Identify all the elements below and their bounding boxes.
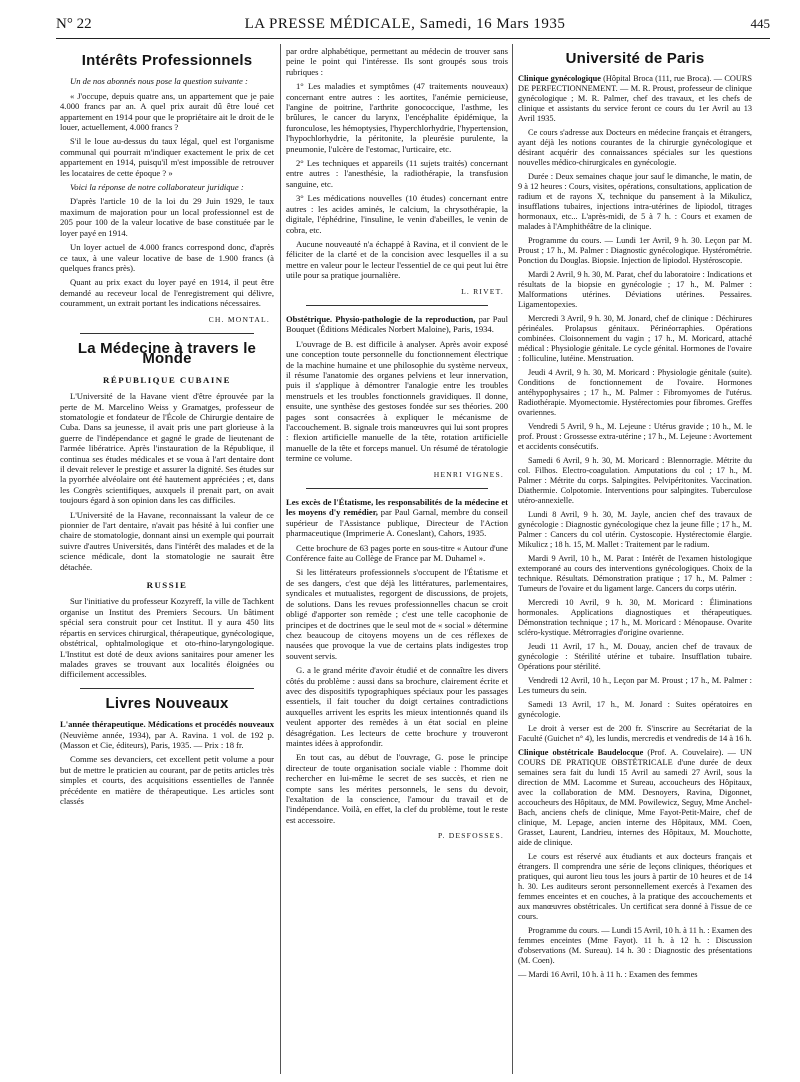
review-continuation: par ordre alphabétique, permettant au médecin de trouver sans peine le point qui l'intéresse. Ils sont groupés sous trois rubriques : <box>286 46 508 77</box>
book-1-text: Comme ses devanciers, cet excellent petit volume a pour but de mettre le praticien au courant, par de petits articles très simples et courts, des acquisitions essentielles de l'année précédente en matière de thérapeutique. Les articles sont classés <box>60 754 274 806</box>
schedule-day: Mardi 2 Avril, 9 h. 30, M. Parat, chef du laboratoire : Indications et résultats de la biopsie en gynécologie ; 17 h., M. Palmer : Malformations utérines. Déviations utérines. Pessaires. Ligamentopexies. <box>518 270 752 309</box>
column-divider-1 <box>280 44 281 1074</box>
issue-number: N° 22 <box>56 16 92 32</box>
review-signature-3: P. DESFOSSES. <box>437 831 504 841</box>
cuba-heading: RÉPUBLIQUE CUBAINE <box>103 374 231 385</box>
schedule-day: Jeudi 11 Avril, 17 h., M. Douay, ancien chef de travaux de gynécologie : Stérilité utérine et tubaire. Insufflation tubaire. Opérations pour stérilité. <box>518 642 752 671</box>
interets-letter-2: S'il le loue au-dessus du taux légal, quel est l'organisme communal qui pourrait m'indiquer exactement le prix de cet appartement en 1914, puisqu'il m'est impossible de retrouver les locataires de cette époque ? » <box>60 136 274 178</box>
clinique-gyneco-fees: Le droit à verser est de 200 fr. S'inscrire au Secrétariat de la Faculté (Guichet n° 4), les lundis, mercredis et vendredis de 14 à 16 h. <box>518 724 752 743</box>
book-3-paragraph-1: Cette brochure de 63 pages porte en sous-titre « Autour d'une Conférence faite au Collège de France par M. Duhamel ». <box>286 542 508 564</box>
book-3-entry <box>286 497 508 539</box>
russie-heading: RUSSIE <box>146 580 188 591</box>
clinique-gyneco-duration: Durée : Deux semaines chaque jour sauf le dimanche, le matin, de 9 à 12 heures : Cours, visites, opérations, consultations, application de radium et de rayons X, technique du pansement à la Mikulicz, insufflations tubaires, injections intra-utérines de lipiodol, titrages hormonaux, etc... L'après-midi, de 5 à 7 h. : Cours et examen de malades à l'Amphithéâtre de la clinique. <box>518 172 752 231</box>
universite-title: Université de Paris <box>565 50 705 67</box>
book-2-text: L'ouvrage de B. est difficile à analyser. Après avoir exposé une conception toute personnelle du fonctionnement électrique de la machine humaine et une philosophie du système nerveux, il résume l'anatomie des organes pelviens et leur innervation, puis il s'applique à démontrer l'analogie entre les troubles menstruels et les troubles fonctionnels gravidiques. Il donne, ensuite, une synthèse des gestoses fondée sur ses théories. 200 pages sont consacrées à expliquer le mécanisme de l'accouchement. B. signale trois manœuvres qui lui sont propres : flexion artificielle manuelle de la tête, rotation artificielle manuelle de la tête et forceps manuel. Un résumé de tératologie termine ce volume. <box>286 338 508 464</box>
rubrique-3: 3° Les médications nouvelles (10 études) concernant entre autres : les acides aminés, le calcium, la chrysothérapie, la digitale, l'éphédrine, l'insuline, le venin d'abeilles, le venin de cobra, etc. <box>286 193 508 235</box>
column-1 <box>60 46 274 810</box>
monde-title: La Médecine à travers le Monde <box>77 339 257 368</box>
section-separator <box>80 688 254 689</box>
column-divider-2 <box>512 44 513 1074</box>
book-2-reference: par Paul Bouquet (Éditions Médicales Norbert Maloine), Paris, 1934. <box>286 313 508 335</box>
review-signature-1: L. RIVET. <box>461 286 504 296</box>
book-1-entry <box>60 719 274 750</box>
schedule-day: Mercredi 10 Avril, 9 h. 30, M. Moricard : Éliminations hormonales. Applications diagnostiques et thérapeutiques. Démonstration technique ; 17 h., M. Moricard : Ménopause. Ovarite scléro-kystique. Métrorragies d'origine ovarienne. <box>518 598 752 637</box>
clinique-gyneco-entry <box>518 74 752 124</box>
livres-title: Livres Nouveaux <box>105 694 229 712</box>
book-2-entry <box>286 314 508 335</box>
book-1-reference: (Neuvième année, 1934), par A. Ravina. 1 vol. de 192 p. (Masson et Cie, éditeurs), Paris, 1935. — Prix : 18 fr. <box>60 729 274 750</box>
clinique-baudelocque-place: (Prof. A. Couvelaire). <box>647 748 724 757</box>
schedule-day: Samedi 6 Avril, 9 h. 30, M. Moricard : Blennorragie. Métrite du col. Filhos. Electro-coagulation. Amputations du col ; 17 h., M. Palmer : Métrite du corps. Salpingites. Pelvipéritonites. Vaccination. Diathermie. Colpotomie. Interventions pour salpingites. Tuberculose utéro-annexielle. <box>518 456 752 505</box>
interets-letter-1: « J'occupe, depuis quatre ans, un appartement que je paie 4.000 francs par an. A quel prix aurait dû être loué cet appartement en 1914 pour que le propriétaire ait le droit de le louer, actuellement, 4.000 francs ? <box>60 90 274 133</box>
review-signature-2: HENRI VIGNES. <box>433 469 504 479</box>
header-rule <box>56 38 770 39</box>
clinique-gyneco-program: Programme du cours. — Lundi 1er Avril, 9 h. 30. Leçon par M. Proust ; 17 h., M. Palmer : Diagnostic gynécologique. Hystérométrie. Ponction du Douglas. Biopsie. Injection de lipiodol. Hystéroscopie. <box>518 236 752 265</box>
clinique-gyneco-audience: Ce cours s'adresse aux Docteurs en médecine français et étrangers, ayant déjà les notions courantes de la chirurgie gynécologique et désirant acquérir des connaissances spéciales sur les questions nouvelles médico-chirurgicales en gynécologie. <box>518 128 752 167</box>
interets-reply-2: Un loyer actuel de 4.000 francs correspond donc, d'après ce taux, à une valeur locative de base de 1.900 francs (à quelques francs près). <box>60 242 274 273</box>
rubrique-1: 1° Les maladies et symptômes (47 traitements nouveaux) concernant entre autres : les aortites, l'anémie pernicieuse, l'angine de poitrine, l'arthrite gonococcique, l'asthme, les brûlures, le cancer du larynx, l'encéphalite épidémique, la furonculose, les hémoptysies, l'hyperchlorhydrie, l'hypertension, l'hypochlorhydrie, la péritonite, la pleurésie purulente, la pneumonie, l'ulcère de l'estomac, l'urticaire, etc. <box>286 81 508 154</box>
column-3 <box>518 44 752 984</box>
page-number: 445 <box>750 16 770 31</box>
clinique-baudelocque-entry <box>518 748 752 848</box>
clinique-baudelocque-intro: — UN COURS DE PRATIQUE OBSTÉTRICALE d'une durée de deux semaines sera fait du lundi 15 Avril au samedi 27 Avril, sous la direction de MM. Lacomme et Sureau, accoucheurs des Hôpitaux, avec la collaboration de MM. Desnoyers, Ravina, Digonnet, accoucheurs des Hôpitaux, de MM. Powilewicz, Seguy, Mme Anchel-Bach, anciens chefs de clinique, Mme Fayot-Petit-Maire, chef de clinique, M. Lepage, ancien interne des Hôpitaux, MM. Coen, Grasset, Laurent, Landrieu, internes des Hôpitaux, M. Mouchotte, aide de clinique. <box>518 748 752 847</box>
schedule-day: Mercredi 3 Avril, 9 h. 30, M. Jonard, chef de clinique : Déchirures périnéales. Prolapsus génitaux. Périnéorraphies. Opérations combinées. Cloisonnement du vagin ; 17 h., M. Moricard, attaché médical : Physiologie génitale. Le cycle génital. Hormones de l'ovaire : folliculine, lutéine. Menstruation. <box>518 314 752 363</box>
interets-question: Un de nos abonnés nous pose la question suivante : <box>70 76 248 87</box>
section-separator <box>80 333 254 334</box>
schedule-day: Lundi 8 Avril, 9 h. 30, M. Jayle, ancien chef des travaux de gynécologie : Diagnostic gynécologique chez la jeune fille ; 17 h., M. Palmer : Cancers du col utérin. Cystoscopie. Hystérectomie élargie. Mikulicz ; 18 h. 15, M. Mallet : Traitement par le radium. <box>518 510 752 549</box>
rubrique-2: 2° Les techniques et appareils (11 sujets traités) concernant entre autres : l'anesthésie, la radiothérapie, la transfusion sanguine, etc. <box>286 158 508 189</box>
interets-signature: CH. MONTAL. <box>208 314 270 324</box>
column-2 <box>286 46 508 850</box>
clinique-baudelocque-program: Programme du cours. — Lundi 15 Avril, 10 h. à 11 h. : Examen des femmes enceintes (Mme Fayot). 11 h. à 12 h. : Discussion d'observations (M. Sureau). 14 h. 30 : Diagnostic des présentations (M. Coen). <box>518 926 752 965</box>
cuba-paragraph-2: L'Université de la Havane, reconnaissant la valeur de ce pionnier de l'art dentaire, n'avait pas hésité à lui confier une chaire de stomatologie, donnant ainsi un exemple qui pourrait suivre d'autres Universités, dans l'intérêt des malades et de la science médicale, dont la stomatologie ne saurait être détachée. <box>60 509 274 572</box>
review-conclusion: Aucune nouveauté n'a échappé à Ravina, et il convient de le féliciter de la clarté et de la concision avec lesquelles il a su mettre en valeur pour le lecteur l'essentiel de ce qui peut lui être utile pour sa pratique journalière. <box>286 238 508 281</box>
book-1-title: L'année thérapeutique. Médications et procédés nouveaux <box>60 719 274 730</box>
clinique-gyneco-place: (Hôpital Broca (111, rue Broca). <box>603 74 712 83</box>
section-separator <box>306 305 488 306</box>
clinique-gyneco-title: Clinique gynécologique <box>518 74 601 83</box>
journal-title: LA PRESSE MÉDICALE, Samedi, 16 Mars 1935 <box>244 16 566 32</box>
book-3-paragraph-2: Si les littérateurs professionnels s'occupent de l'Étatisme et de ses dangers, c'est que déjà les littératures, parlementaires, syndicales et mutualistes, regorgent de discussions, de projets, de solutions. Dans les revues professionnelles chacun se croit obligé d'apporter son remède ; c'est une telle cacophonie de principes et de doctrines que le seul mot de « social » détermine chez beaucoup de citoyens moyens un de ces réflexes de nausées que provoque la vue de certains plats indigestes trop souvent servis. <box>286 567 508 661</box>
russie-paragraph: Sur l'initiative du professeur Kozyreff, la ville de Tachkent organise un Institut des Premiers Secours. Un bâtiment spécial sera construit pour cet Institut. Il y aura 450 lits répartis en services chirurgical, thérapeutique, gynécologique, obstétrical, ophtalmologique et oto-rhino-laryngologique. L'Institut est doté de deux avions sanitaires pour amener les malades graves se trouvant aux localités éloignées ou difficilement accessibles. <box>60 596 274 680</box>
section-separator <box>306 488 488 489</box>
schedule-day: Samedi 13 Avril, 17 h., M. Jonard : Suites opératoires en gynécologie. <box>518 700 752 719</box>
interets-title: Intérêts Professionnels <box>81 52 253 69</box>
schedule-day: Jeudi 4 Avril, 9 h. 30, M. Moricard : Physiologie génitale (suite). Conditions de fonctionnement de l'ovaire. Hormones antéhypophysaires ; 17 h., M. Palmer : Fibromyomes de l'utérus. Radiothérapie. Myomectomie. Hystérectomies pour fibromes. Greffes ovariennes. <box>518 368 752 417</box>
page-header <box>40 14 770 36</box>
clinique-baudelocque-audience: Le cours est réservé aux étudiants et aux docteurs français et étrangers. Il comprendra une série de leçons cliniques, théoriques et pratiques, qui auront lieu tous les jours à partir de 10 heures et de 14 h. 30. Les auditeurs seront personnellement exercés à l'examen des femmes enceintes et en couches, à la pratique des accouchements et aux manœuvres obstétricales. Un certificat sera donné à l'issue de ce cours. <box>518 852 752 921</box>
book-2-title: Obstétrique. Physio-pathologie de la reproduction, <box>286 313 476 324</box>
book-3-reference: par Paul Garnal, membre du conseil supérieur de l'Assistance publique, Directeur de l'Action pharmaceutique (Imprimerie A. Coneslant), Cahors, 1935. <box>286 507 508 539</box>
interets-reply-1: D'après l'article 10 de la loi du 29 Juin 1929, le taux maximum de majoration pour un local professionnel est de 205 pour 100 de la valeur locative de base constituée par le loyer payé en 1914. <box>60 196 274 238</box>
book-3-paragraph-3: G. a le grand mérite d'avoir étudié et de connaître les divers côtés du problème : aussi dans sa brochure, clairement écrite et avec des dispositifs typographiques spéciaux pour les passages essentiels, il fait toucher du doigt certaines contradictions auxquelles arrivent les esprits les mieux intentionnés quand ils veulent apporter des remèdes à un état social en pleine désagrégation. Les lecteurs de cette brochure y trouveront maintes idées à approfondir. <box>286 665 508 748</box>
clinique-baudelocque-title: Clinique obstétricale Baudelocque <box>518 748 644 757</box>
interets-reply-intro: Voici la réponse de notre collaborateur juridique : <box>70 182 244 193</box>
book-3-title: Les excès de l'Étatisme, les responsabilités de la médecine et les moyens d'y remédier, <box>286 497 508 518</box>
schedule-day: Vendredi 5 Avril, 9 h., M. Lejeune : Utérus gravide ; 10 h., M. le prof. Proust : Grossesse extra-utérine ; 17 h., M. Lejeune : Avortement et accidents consécutifs. <box>518 422 752 451</box>
clinique-gyneco-intro: — COURS DE PERFECTIONNEMENT. — M. R. Proust, professeur de clinique gynécologique ; M. R. Palmer, chef des travaux, et les chefs de clinique et assistants du service feront ce cours du 1er Avril au 13 Avril 1935. <box>518 74 752 123</box>
book-3-paragraph-4: En tout cas, au début de l'ouvrage, G. pose le principe directeur de toute organisation sociale viable : l'homme doit rechercher en lui-même le secret de ses succès, et rien ne compte sans les mérites personnels, le sens du devoir, l'exaltation de la conscience, l'amour du travail et de l'indépendance. Voilà, en effet, la clef du problème, tout le reste est accessoire. <box>286 752 508 825</box>
interets-reply-3: Quant au prix exact du loyer payé en 1914, il peut être demandé au receveur local de l'enregistrement qui délivre, couramment, un extrait portant les indications nécessaires. <box>60 277 274 309</box>
cuba-paragraph-1: L'Université de la Havane vient d'être éprouvée par la perte de M. Marcelino Weiss y Gramatges, professeur de stomatologie et fondateur de l'École de Chirurgie dentaire de Cuba. Dans sa jeunesse, il avait pris une part glorieuse à la guerre de l'indépendance et gagné le grade de lieutenant de l'armée libératrice. Après l'instauration de la République, il continua ses études médicales et se voua à l'art dentaire dont il devait relever le prestige et assurer la dignité. Ses études sur la pyorrhée alvéolaire ont été hautement appréciées ; et, dans les Congrès scientifiques, auxquels il prenait part, on avait toujours égard à son opinion dans les cas difficiles. <box>60 391 274 506</box>
schedule-day: Vendredi 12 Avril, 10 h., Leçon par M. Proust ; 17 h., M. Palmer : Les tumeurs du sein. <box>518 676 752 695</box>
clinique-baudelocque-continued: — Mardi 16 Avril, 10 h. à 11 h. : Examen des femmes <box>518 970 698 979</box>
schedule-day: Mardi 9 Avril, 10 h., M. Parat : Intérêt de l'examen histologique extemporané au cours des interventions gynécologiques. Choix de la technique. Résultats. Démonstration pratique ; 17 h., M. Palmer : Tumeurs de l'ovaire et du ligament large. Cancers du corps utérin. <box>518 554 752 593</box>
